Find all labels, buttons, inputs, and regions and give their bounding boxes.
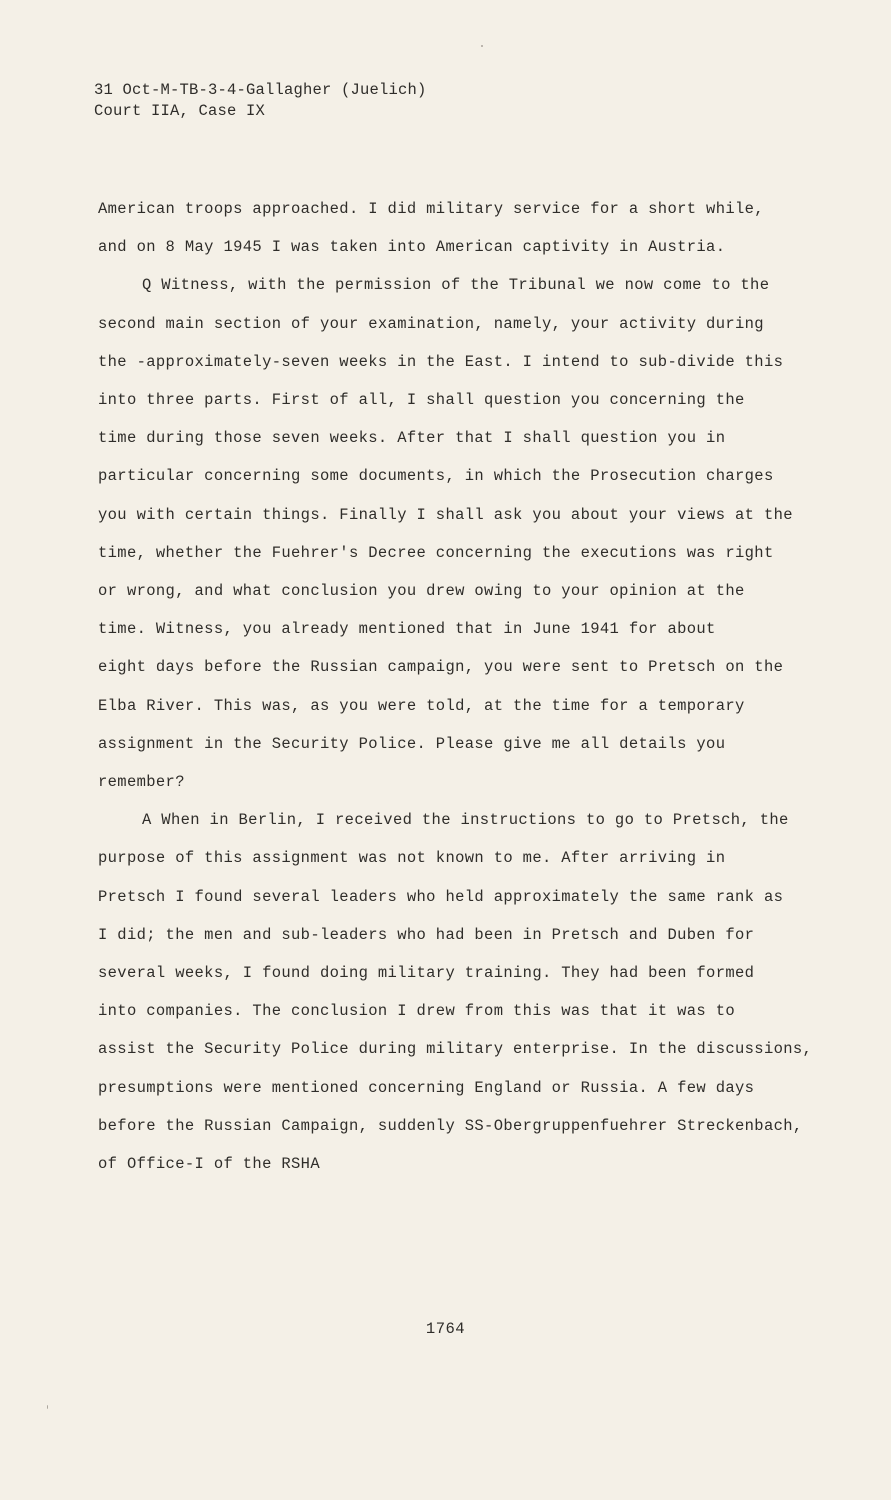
transcript-body <box>98 190 838 1183</box>
transcript-line: you with certain things. Finally I shall ask you about your views at the <box>98 505 793 524</box>
transcript-line: before the Russian Campaign, suddenly SS-Obergruppenfuehrer Streckenbach, <box>98 1116 803 1135</box>
page-number: 1764 <box>425 1320 466 1338</box>
transcript-line: assist the Security Police during military enterprise. In the discussions, <box>98 1040 813 1059</box>
transcript-line: time during those seven weeks. After that I shall question you in <box>98 429 726 448</box>
header-court-case: Court IIA, Case IX <box>94 102 266 120</box>
transcript-line: and on 8 May 1945 I was taken into American captivity in Austria. <box>98 238 726 257</box>
transcript-line: second main section of your examination, namely, your activity during <box>98 314 764 333</box>
transcript-line: eight days before the Russian campaign, you were sent to Pretsch on the <box>98 658 784 677</box>
transcript-line: purpose of this assignment was not known to me. After arriving in <box>98 849 726 868</box>
transcript-line: Pretsch I found several leaders who held approximately the same rank as <box>98 887 784 906</box>
transcript-line: presumptions were mentioned concerning England or Russia. A few days <box>98 1078 755 1097</box>
transcript-line: the -approximately-seven weeks in the East. I intend to sub-divide this <box>98 352 784 371</box>
transcript-line: or wrong, and what conclusion you drew owing to your opinion at the <box>98 582 745 601</box>
transcript-line: assignment in the Security Police. Please give me all details you <box>98 734 726 753</box>
transcript-line: into three parts. First of all, I shall question you concerning the <box>98 391 745 410</box>
transcript-line: I did; the men and sub-leaders who had been in Pretsch and Duben for <box>98 925 755 944</box>
transcript-line: Q Witness, with the permission of the Tribunal we now come to the <box>142 276 770 295</box>
transcript-line: time. Witness, you already mentioned that in June 1941 for about <box>98 620 716 639</box>
transcript-line: several weeks, I found doing military training. They had been formed <box>98 964 755 983</box>
document-header <box>94 80 427 122</box>
transcript-line: Elba River. This was, as you were told, at the time for a temporary <box>98 696 745 715</box>
header-case-reference: 31 Oct-M-TB-3-4-Gallagher (Juelich) <box>94 81 427 99</box>
paper-speck <box>481 45 483 47</box>
transcript-line: American troops approached. I did military service for a short while, <box>98 200 764 218</box>
transcript-line: A When in Berlin, I received the instructions to go to Pretsch, the <box>142 811 789 830</box>
transcript-line: into companies. The conclusion I drew from this was that it was to <box>98 1002 735 1021</box>
transcript-line: particular concerning some documents, in which the Prosecution charges <box>98 467 774 486</box>
transcript-line: remember? <box>98 773 185 792</box>
paper-speck <box>47 1405 48 1409</box>
transcript-line: of Office-I of the RSHA <box>98 1155 320 1174</box>
transcript-line: time, whether the Fuehrer's Decree concerning the executions was right <box>98 543 774 562</box>
